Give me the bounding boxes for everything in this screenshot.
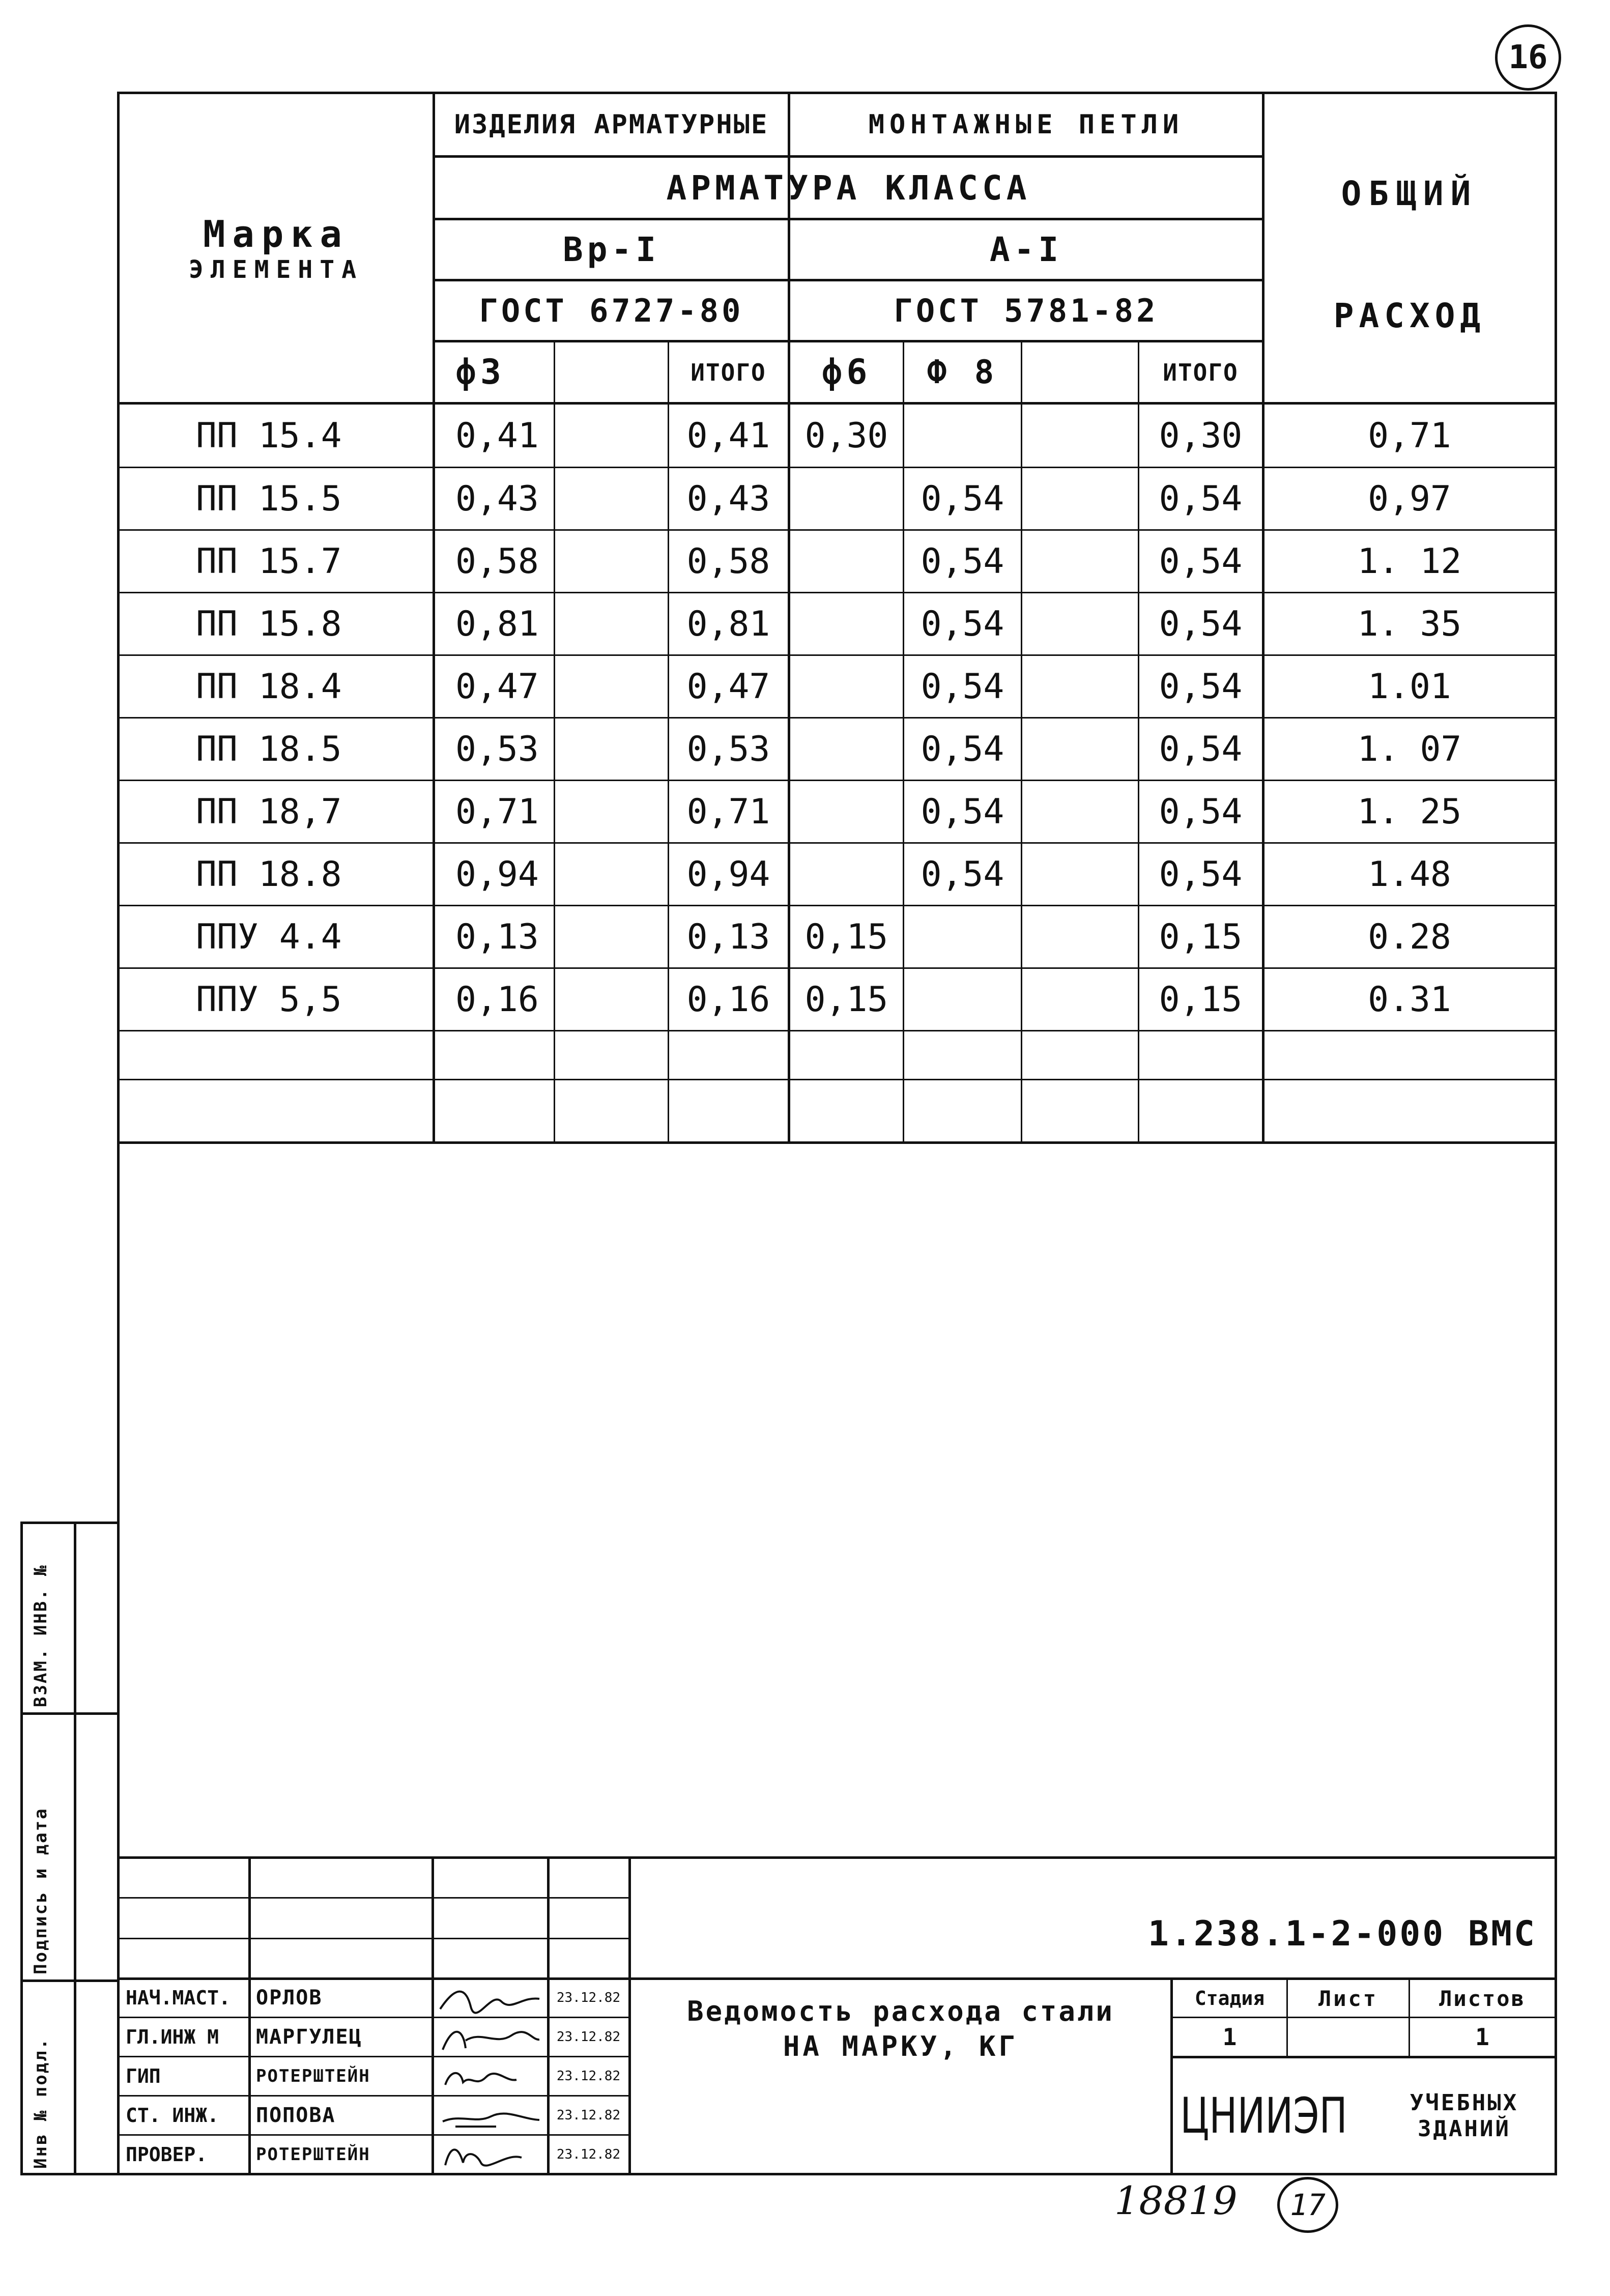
table-cell-f3: 0,41: [455, 415, 539, 456]
table-cell-itogo2: 0,54: [1159, 604, 1243, 644]
org-sub-line2: ЗДАНИЙ: [1418, 2115, 1511, 2142]
element-label: ЭЛЕМЕНТА: [188, 255, 364, 284]
signature: [435, 2137, 544, 2172]
stadiya-label: Стадия: [1194, 1987, 1265, 2010]
table-cell-mark: ППУ 5,5: [196, 979, 342, 1020]
person-name: РОТЕРШТЕЙН: [256, 2144, 370, 2165]
armatura-klassa: АРМАТУРА КЛАССА: [666, 168, 1031, 208]
table-cell-f8: [904, 405, 1021, 467]
table-cell-f8: 0,54: [921, 478, 1004, 519]
table-cell-itogo2: 0,15: [1159, 979, 1243, 1020]
table-cell-f8: 0,54: [921, 541, 1004, 582]
table-cell-mark: ПП 18.8: [196, 854, 342, 895]
table-cell-f8: 0,54: [921, 791, 1004, 832]
table-cell-total: 1. 25: [1357, 791, 1462, 832]
table-cell-f3: 0,71: [455, 791, 539, 832]
table-cell-total: 0,97: [1368, 478, 1451, 519]
table-cell-itogo1: 0,94: [686, 854, 770, 895]
footer-number: 18819: [1114, 2178, 1238, 2223]
side-podpis-data: Подпись и дата: [31, 1807, 51, 1974]
table-cell-mark: ПП 15.8: [196, 604, 342, 644]
role-label: ГЛ.ИНЖ М: [126, 2026, 219, 2048]
listov-label: Листов: [1439, 1986, 1526, 2011]
table-cell-f6: [790, 656, 903, 717]
table-cell-f3: 0,81: [455, 604, 539, 644]
table-cell-f6: 0,15: [804, 979, 888, 1020]
table-cell-f8: 0,54: [921, 604, 1004, 644]
col-f3: ф3: [455, 352, 505, 392]
role-label: ПРОВЕР.: [126, 2143, 208, 2166]
gost-vr: ГОСТ 6727-80: [479, 292, 744, 329]
org-sub-line1: УЧЕБНЫХ: [1410, 2089, 1519, 2116]
table-cell-itogo2: 0,54: [1159, 729, 1243, 769]
table-cell-f6: [790, 468, 903, 529]
table-cell-f3: 0,43: [455, 478, 539, 519]
page-number: 16: [1495, 24, 1561, 91]
table-cell-itogo1: 0,53: [686, 729, 770, 769]
class-vr: Вр-I: [563, 230, 660, 269]
side-inv-podl: Инв № подл.: [31, 2037, 51, 2169]
doc-title: [631, 1980, 1170, 2173]
table-cell-total: 0.28: [1368, 916, 1451, 957]
table-cell-f6: 0,30: [804, 415, 888, 456]
table-cell-f6: [790, 593, 903, 654]
table-cell-mark: ППУ 4.4: [196, 916, 342, 957]
table-cell-total: 0.31: [1368, 979, 1451, 1020]
col-itogo-2: ИТОГО: [1163, 358, 1239, 386]
table-cell-itogo2: 0,54: [1159, 854, 1243, 895]
table-cell-itogo2: 0,54: [1159, 478, 1243, 519]
person-name: МАРГУЛЕЦ: [256, 2025, 362, 2049]
table-cell-mark: ПП 15.4: [196, 415, 342, 456]
table-cell-mark: ПП 18.4: [196, 666, 342, 707]
table-cell-f3: 0,53: [455, 729, 539, 769]
table-cell-f6: 0,15: [804, 916, 888, 957]
obshchiy-label: ОБЩИЙ: [1341, 174, 1478, 213]
marka-label: Марка: [203, 212, 349, 255]
sign-date: 23.12.82: [556, 1990, 621, 2005]
table-cell-f3: 0,58: [455, 541, 539, 582]
table-cell-total: 1.01: [1368, 666, 1451, 707]
table-cell-total: 1.48: [1368, 854, 1451, 895]
table-cell-itogo1: 0,81: [686, 604, 770, 644]
col-itogo-1: ИТОГО: [691, 358, 766, 386]
group-izdeliya: ИЗДЕЛИЯ АРМАТУРНЫЕ: [454, 109, 769, 140]
doc-title-line2: НА МАРКУ, КГ: [783, 2030, 1019, 2062]
person-name: ОРЛОВ: [256, 1986, 323, 2010]
role-label: СТ. ИНЖ.: [126, 2104, 219, 2127]
list-label: Лист: [1318, 1986, 1378, 2011]
table-cell-f6: [790, 844, 903, 905]
table-cell-itogo2: 0,54: [1159, 541, 1243, 582]
table-cell-itogo2: 0,54: [1159, 791, 1243, 832]
sign-date: 23.12.82: [556, 2108, 621, 2123]
org-name: ЦНИИЭП: [1180, 2087, 1347, 2144]
signature: [435, 2020, 544, 2055]
role-label: ГИП: [126, 2065, 161, 2087]
table-cell-total: 1. 12: [1357, 541, 1462, 582]
listov-value: 1: [1475, 2023, 1489, 2051]
table-cell-f6: [790, 531, 903, 592]
table-cell-mark: ПП 18,7: [196, 791, 342, 832]
marka-header: [120, 94, 433, 402]
table-cell-total: 1. 35: [1357, 604, 1462, 644]
group-petli: МОНТАЖНЫЕ ПЕТЛИ: [868, 109, 1184, 140]
table-cell-itogo1: 0,13: [686, 916, 770, 957]
table-cell-total: 1. 07: [1357, 729, 1462, 769]
role-label: НАЧ.МАСТ.: [126, 1987, 231, 2009]
org-sub: [1374, 2061, 1555, 2170]
sign-date: 23.12.82: [556, 2029, 621, 2045]
person-name: ПОПОВА: [256, 2104, 336, 2127]
table-cell-itogo1: 0,47: [686, 666, 770, 707]
table-cell-itogo1: 0,41: [686, 415, 770, 456]
signature: [435, 2059, 544, 2094]
sign-date: 23.12.82: [556, 2146, 621, 2162]
table-cell-f8: 0,54: [921, 854, 1004, 895]
table-cell-f3: 0,13: [455, 916, 539, 957]
sign-date: 23.12.82: [556, 2069, 621, 2084]
doc-title-line1: Ведомость расхода стали: [687, 1995, 1114, 2027]
list-value: [1288, 2018, 1408, 2056]
table-cell-total: 0,71: [1368, 415, 1451, 456]
table-cell-f8: 0,54: [921, 729, 1004, 769]
table-cell-itogo1: 0,16: [686, 979, 770, 1020]
footer-circled: 17: [1277, 2177, 1338, 2233]
table-cell-f8: 0,54: [921, 666, 1004, 707]
table-cell-itogo1: 0,58: [686, 541, 770, 582]
side-vzam-inv: ВЗАМ. ИНВ. №: [31, 1564, 51, 1707]
signature: [435, 1981, 544, 2016]
gost-a: ГОСТ 5781-82: [894, 292, 1159, 329]
person-name: РОТЕРШТЕЙН: [256, 2066, 370, 2086]
raskhod-label: РАСХОД: [1333, 296, 1486, 335]
table-cell-itogo2: 0,30: [1159, 415, 1243, 456]
table-cell-mark: ПП 15.7: [196, 541, 342, 582]
table-cell-f6: [790, 719, 903, 780]
col-f8: Ф 8: [927, 353, 998, 391]
stadiya-value: 1: [1222, 2023, 1237, 2051]
table-cell-f3: 0,16: [455, 979, 539, 1020]
table-cell-itogo1: 0,71: [686, 791, 770, 832]
table-cell-f8: [904, 906, 1021, 967]
doc-code: 1.238.1-2-000 ВМС: [1148, 1913, 1537, 1954]
table-cell-itogo2: 0,15: [1159, 916, 1243, 957]
col-f6: ф6: [821, 352, 872, 392]
table-cell-itogo2: 0,54: [1159, 666, 1243, 707]
table-cell-itogo1: 0,43: [686, 478, 770, 519]
table-cell-f8: [904, 969, 1021, 1030]
table-cell-mark: ПП 15.5: [196, 478, 342, 519]
table-cell-mark: ПП 18.5: [196, 729, 342, 769]
class-a: А-I: [989, 230, 1063, 269]
signature: [435, 2099, 544, 2133]
table-cell-f3: 0,47: [455, 666, 539, 707]
table-cell-f3: 0,94: [455, 854, 539, 895]
table-cell-f6: [790, 781, 903, 842]
